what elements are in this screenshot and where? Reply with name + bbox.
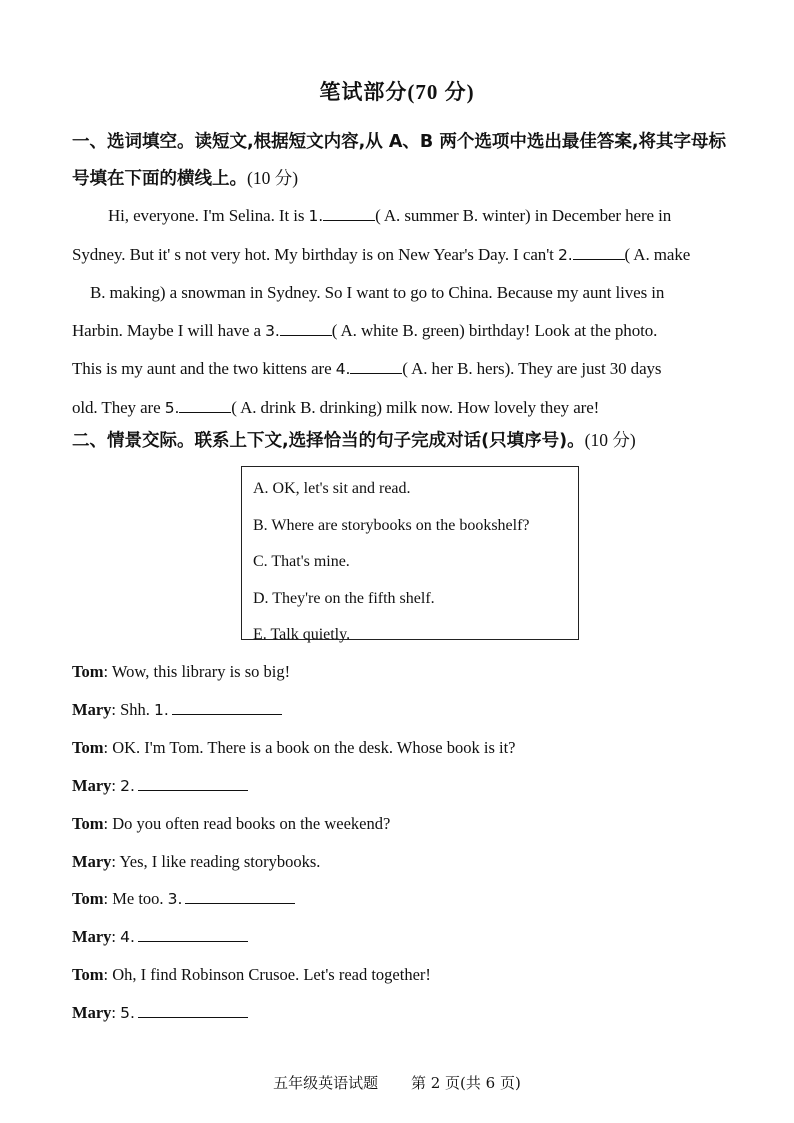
answer-number: 3.: [167, 890, 183, 909]
passage-line-5: This is my aunt and the two kittens are 4. ( A. her B. hers). They are just 30 days: [72, 359, 662, 379]
answer-blank[interactable]: [138, 1003, 248, 1018]
section2-heading: 二、情景交际。联系上下文,选择恰当的句子完成对话(只填序号)。(10 分): [72, 430, 636, 451]
section1-points: (10 分): [247, 168, 299, 188]
dialogue-text: : Me too.: [103, 889, 168, 909]
answer-number: 4.: [120, 928, 135, 947]
dialogue-text: : Wow, this library is so big!: [103, 662, 291, 681]
dialogue-line: [72, 925, 762, 949]
footer-page-number: 第 2 页(共 6 页): [410, 1074, 521, 1092]
section1-passage: [72, 197, 746, 428]
dialogue-text: : Shh.: [111, 699, 155, 719]
dialogue-text: : OK. I'm Tom. There is a book on the desk. Whose book is it?: [103, 737, 516, 757]
dialogue-text: :: [111, 775, 121, 795]
passage-line-2: Sydney. But it' s not very hot. My birthday is on New Year's Day. I can't 2. ( A. make: [72, 244, 691, 264]
speaker-name: Mary: [72, 699, 112, 719]
section1-heading: [72, 124, 752, 197]
blank-number-4: 4.: [335, 360, 351, 379]
passage-line-6: old. They are 5. ( A. drink B. drinking) milk now. How lovely they are!: [72, 397, 600, 417]
section2-points: (10 分): [584, 430, 636, 450]
blank-number-1: 1.: [308, 207, 324, 225]
speaker-name: Tom: [72, 662, 104, 681]
blank-5[interactable]: [179, 398, 231, 413]
blank-2[interactable]: [573, 245, 625, 260]
passage-line-3: B. making) a snowman in Sydney. So I want to go to China. Because my aunt lives in: [90, 283, 665, 303]
answer-number: 1.: [154, 700, 169, 719]
speaker-name: Mary: [72, 927, 112, 947]
footer-subject: 五年级英语试题: [273, 1074, 379, 1092]
passage-line-1: Hi, everyone. I'm Selina. It is 1. ( A. summer B. winter) in December here in: [108, 206, 672, 225]
dialogue-text: : Yes, I like reading storybooks.: [111, 851, 321, 871]
speaker-name: Mary: [72, 775, 112, 795]
dialogue-line: [72, 660, 762, 684]
option-a: A. OK, let's sit and read.: [253, 480, 411, 497]
dialogue-line: [72, 736, 762, 760]
speaker-name: Tom: [72, 889, 104, 909]
dialogue-text: : Oh, I find Robinson Crusoe. Let's read together!: [103, 965, 431, 985]
speaker-name: Tom: [72, 737, 104, 757]
option-b: B. Where are storybooks on the bookshelf?: [253, 516, 530, 534]
dialogue-text: :: [111, 927, 121, 947]
blank-1[interactable]: [323, 206, 375, 221]
dialogue-line: [72, 887, 762, 911]
dialogue-line: [72, 698, 762, 722]
page-footer: [0, 1072, 794, 1093]
blank-number-5: 5.: [164, 398, 180, 417]
section1-heading-line1: 一、选词填空。读短文,根据短文内容,从 A、B 两个选项中选出最佳答案,将其字母标: [72, 132, 727, 152]
dialogue-text: :: [111, 1003, 121, 1023]
dialogue-line: [72, 963, 762, 987]
dialogue-line: [72, 774, 762, 798]
blank-3[interactable]: [280, 321, 332, 336]
passage-line-4: Harbin. Maybe I will have a 3. ( A. white B. green) birthday! Look at the photo.: [72, 320, 658, 340]
dialogue-text: : Do you often read books on the weekend?: [103, 813, 391, 833]
option-e: E. Talk quietly.: [253, 626, 351, 644]
blank-4[interactable]: [350, 359, 402, 374]
answer-blank[interactable]: [138, 776, 248, 791]
answer-number: 2.: [120, 776, 135, 795]
speaker-name: Mary: [72, 851, 112, 871]
answer-blank[interactable]: [172, 700, 282, 715]
options-box: [241, 466, 579, 644]
dialogue-line: [72, 812, 762, 836]
dialogue-line: [72, 1001, 762, 1025]
speaker-name: Tom: [72, 813, 104, 833]
answer-blank[interactable]: [185, 889, 295, 904]
speaker-name: Mary: [72, 1003, 112, 1023]
option-c: C. That's mine.: [253, 553, 350, 571]
answer-blank[interactable]: [138, 927, 248, 942]
answer-number: 5.: [120, 1004, 135, 1023]
page-title: 笔试部分(70 分): [319, 80, 475, 104]
blank-number-3: 3.: [265, 321, 280, 340]
option-d: D. They're on the fifth shelf.: [253, 589, 435, 607]
speaker-name: Tom: [72, 965, 104, 985]
dialogue-line: [72, 850, 762, 874]
blank-number-2: 2.: [557, 245, 573, 264]
section1-heading-line2: 号填在下面的横线上。(10 分): [72, 168, 299, 189]
